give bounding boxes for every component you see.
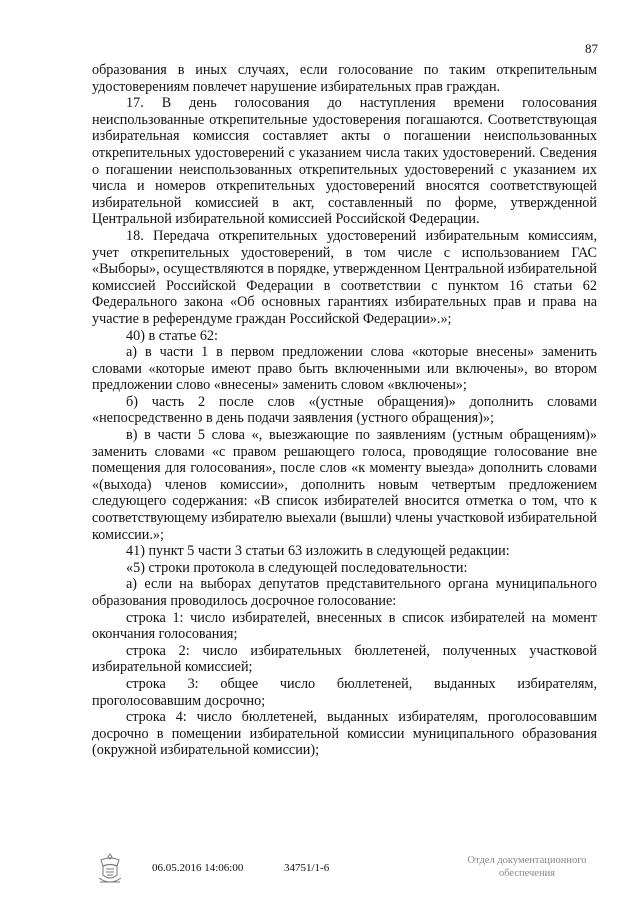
paragraph-continuation: образования в иных случаях, если голосование по таким открепительным удостоверениям повлечет нарушение избирательных прав граждан. xyxy=(92,62,597,95)
line-2: строка 2: число избирательных бюллетеней, полученных участковой избирательной комиссией; xyxy=(92,642,597,676)
item-41-5: «5) строки протокола в следующей последовательности: xyxy=(126,559,468,576)
page-number: 87 xyxy=(585,41,598,56)
item-40-b: б) часть 2 после слов «(устные обращения)» дополнить словами «непосредственно в день подачи заявления (устного обращения)»; xyxy=(92,393,597,427)
coat-of-arms-icon xyxy=(96,852,124,886)
footer-datetime: 06.05.2016 14:06:00 xyxy=(152,862,244,874)
line-1: строка 1: число избирателей, внесенных в список избирателей на момент окончания голосования; xyxy=(92,609,597,643)
item-41-a: а) если на выборах депутатов представительного органа муниципального образования проводилось досрочное голосование: xyxy=(92,576,597,609)
page-footer xyxy=(0,850,640,890)
paragraph-18: 18. Передача открепительных удостоверений избирательным комиссиям, учет открепительных удостоверений, в том числе с использованием ГАС «Выборы», осуществляются в порядке, утвержденном Центральной избирательной комиссией Российской Федерации в соответствии с пунктом 16 статьи 62 Федерального закона «Об основных гарантиях избирательных прав и права на участие в референдуме граждан Российской Федерации».»; xyxy=(92,227,597,327)
item-40-v: в) в части 5 слова «, выезжающие по заявлениям (устным обращениям)» заменить словами «с правом решающего голоса, проводящие голосование вне помещения для голосования», после слов «к моменту выезда» дополнить словами «(выхода) членов комиссии», дополнить новым четвертым предложением следующего содержания: «В список избирателей вносится отметка о том, что к соответствующему избирателю выехали (вышли) члены участковой избирательной комиссии.»; xyxy=(92,427,597,543)
document-body xyxy=(92,62,597,759)
item-41: 41) пункт 5 части 3 статьи 63 изложить в следующей редакции: xyxy=(126,543,510,560)
line-3: строка 3: общее число бюллетеней, выданных избирателям, проголосовавшим досрочно; xyxy=(92,675,597,709)
department-stamp xyxy=(452,854,602,880)
line-4: строка 4: число бюллетеней, выданных избирателям, проголосовавшим досрочно в помещении избирательной комиссии муниципального образования (окружной избирательной комиссии); xyxy=(92,709,597,759)
item-40: 40) в статье 62: xyxy=(126,327,218,344)
paragraph-17: 17. В день голосования до наступления времени голосования неиспользованные открепительные удостоверения погашаются. Соответствующая избирательная комиссия составляет акты о погашении неиспользованных открепительных удостоверений с указанием числа таких удостоверений. Сведения о погашении неиспользованных открепительных удостоверений с указанием их числа и номеров открепительных удостоверений вносятся соответствующей избирательной комиссией в акт, составленный по форме, утвержденной Центральной избирательной комиссией Российской Федерации. xyxy=(92,95,597,228)
stamp-line-2: обеспечения xyxy=(498,868,556,879)
footer-doc-code: 34751/1-6 xyxy=(284,862,330,874)
stamp-line-1: Отдел документационного xyxy=(467,855,587,866)
item-40-a: а) в части 1 в первом предложении слова «которые внесены» заменить словами «которые имеют право быть включенными или включены», во втором предложении слово «внесены» заменить словом «включены»; xyxy=(92,344,597,394)
